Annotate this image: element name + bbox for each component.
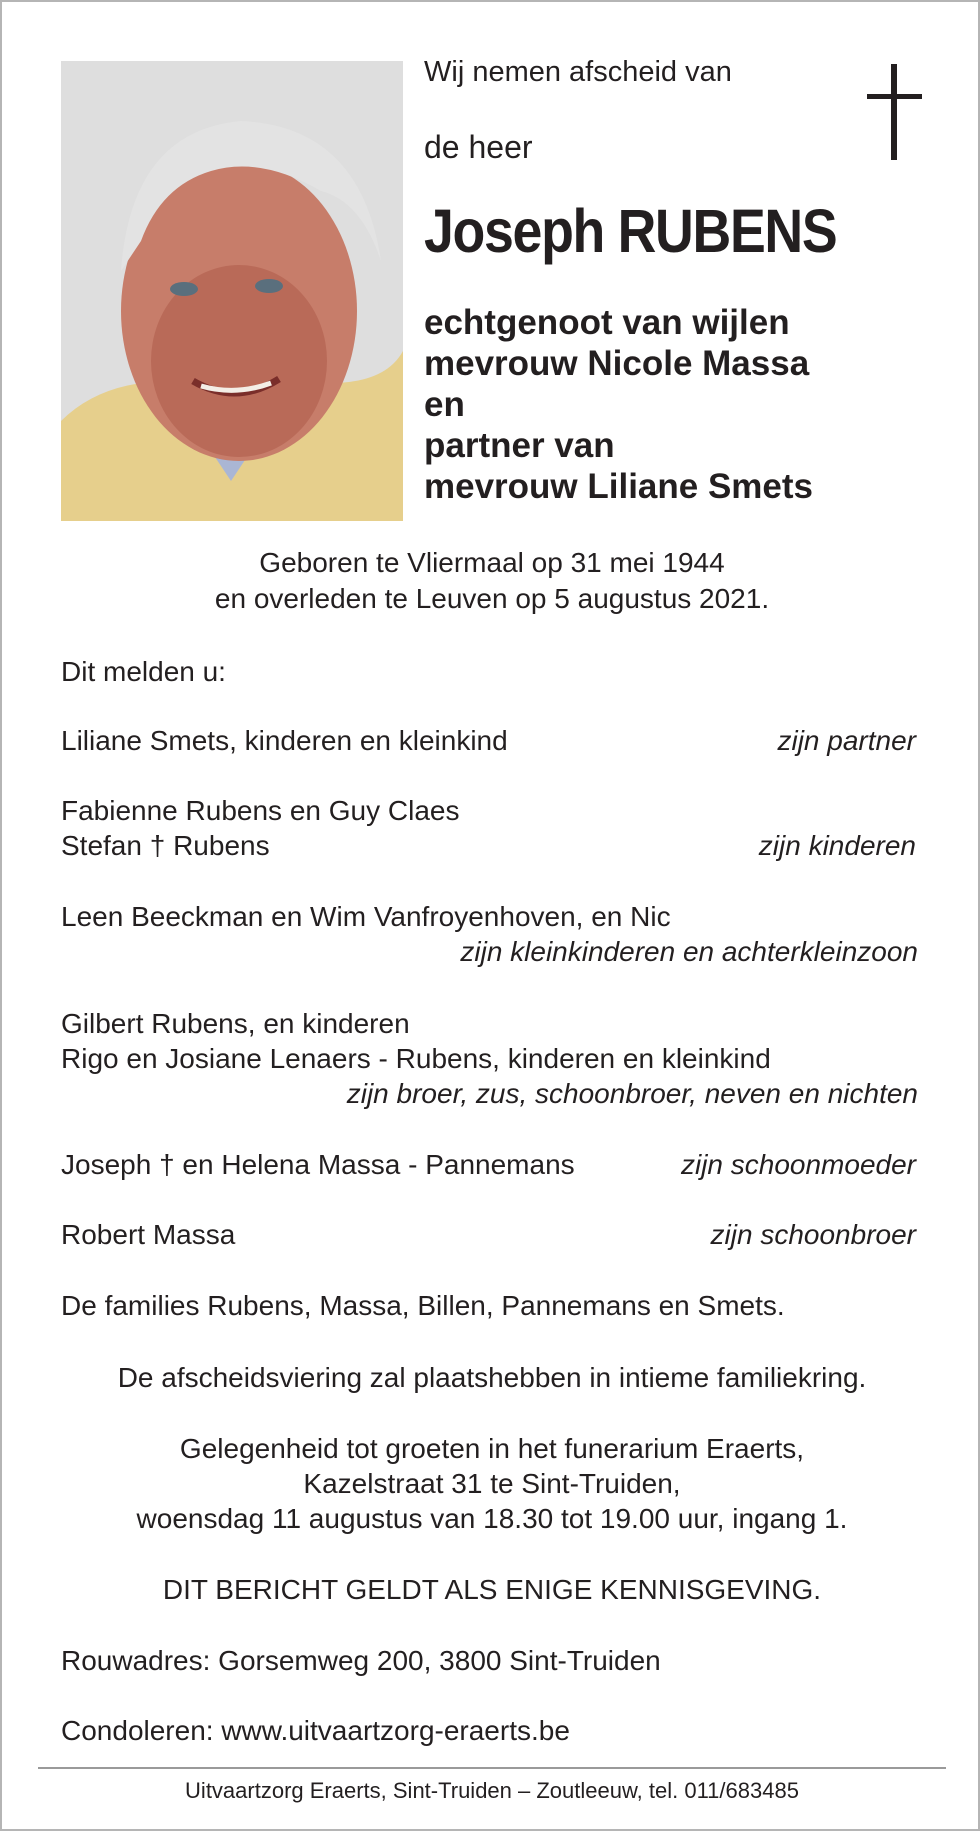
announce-text: Dit melden u: — [61, 656, 226, 687]
family-role: zijn broer, zus, schoonbroer, neven en nichten — [346, 1078, 918, 1109]
family-member: Stefan † Rubens — [61, 830, 270, 861]
official-notice: DIT BERICHT GELDT ALS ENIGE KENNISGEVING. — [162, 1574, 822, 1605]
family-member: Fabienne Rubens en Guy Claes — [61, 795, 460, 826]
intro-text: Wij nemen afscheid van — [424, 56, 732, 88]
honorific: de heer — [424, 129, 533, 165]
family-role: zijn kleinkinderen en achterkleinzoon — [460, 936, 918, 967]
visit-line: woensdag 11 augustus van 18.30 tot 19.00 uur, ingang 1. — [136, 1503, 848, 1534]
family-member: Robert Massa — [61, 1219, 236, 1250]
family-role: zijn schoonbroer — [710, 1219, 916, 1250]
family-member: Joseph † en Helena Massa - Pannemans — [61, 1149, 575, 1180]
relation-line: mevrouw Nicole Massa — [424, 344, 810, 383]
mourning-address: Rouwadres: Gorsemweg 200, 3800 Sint-Truiden — [61, 1645, 661, 1676]
family-role: zijn kinderen — [758, 830, 916, 861]
family-role: zijn partner — [777, 725, 916, 756]
footer-text: Uitvaartzorg Eraerts, Sint-Truiden – Zoutleeuw, tel. 011/683485 — [185, 1778, 799, 1803]
relation-line: mevrouw Liliane Smets — [424, 467, 814, 506]
cross-icon — [864, 64, 924, 160]
ceremony-text: De afscheidsviering zal plaatshebben in intieme familiekring. — [117, 1362, 867, 1393]
family-member: Liliane Smets, kinderen en kleinkind — [61, 725, 508, 756]
footer-divider — [38, 1767, 946, 1769]
death-line: en overleden te Leuven op 5 augustus 2021. — [214, 583, 770, 614]
birth-line: Geboren te Vliermaal op 31 mei 1944 — [259, 547, 725, 578]
family-member: Leen Beeckman en Wim Vanfroyenhoven, en Nic — [61, 901, 671, 932]
relation-line: partner van — [424, 426, 615, 465]
condolence-link[interactable]: Condoleren: www.uitvaartzorg-eraerts.be — [61, 1715, 570, 1746]
deceased-name: Joseph RUBENS — [424, 197, 837, 265]
relations-block — [424, 302, 813, 507]
portrait-image — [61, 61, 403, 521]
relation-line: en — [424, 385, 465, 424]
families-line: De families Rubens, Massa, Billen, Pannemans en Smets. — [61, 1290, 785, 1321]
portrait-photo — [61, 61, 403, 521]
family-role: zijn schoonmoeder — [680, 1149, 916, 1180]
visit-line: Gelegenheid tot groeten in het funerarium Eraerts, — [179, 1433, 805, 1464]
family-member: Gilbert Rubens, en kinderen — [61, 1008, 410, 1039]
family-member: Rigo en Josiane Lenaers - Rubens, kinderen en kleinkind — [61, 1043, 771, 1074]
visit-line: Kazelstraat 31 te Sint-Truiden, — [303, 1468, 681, 1499]
relation-line: echtgenoot van wijlen — [424, 303, 790, 342]
